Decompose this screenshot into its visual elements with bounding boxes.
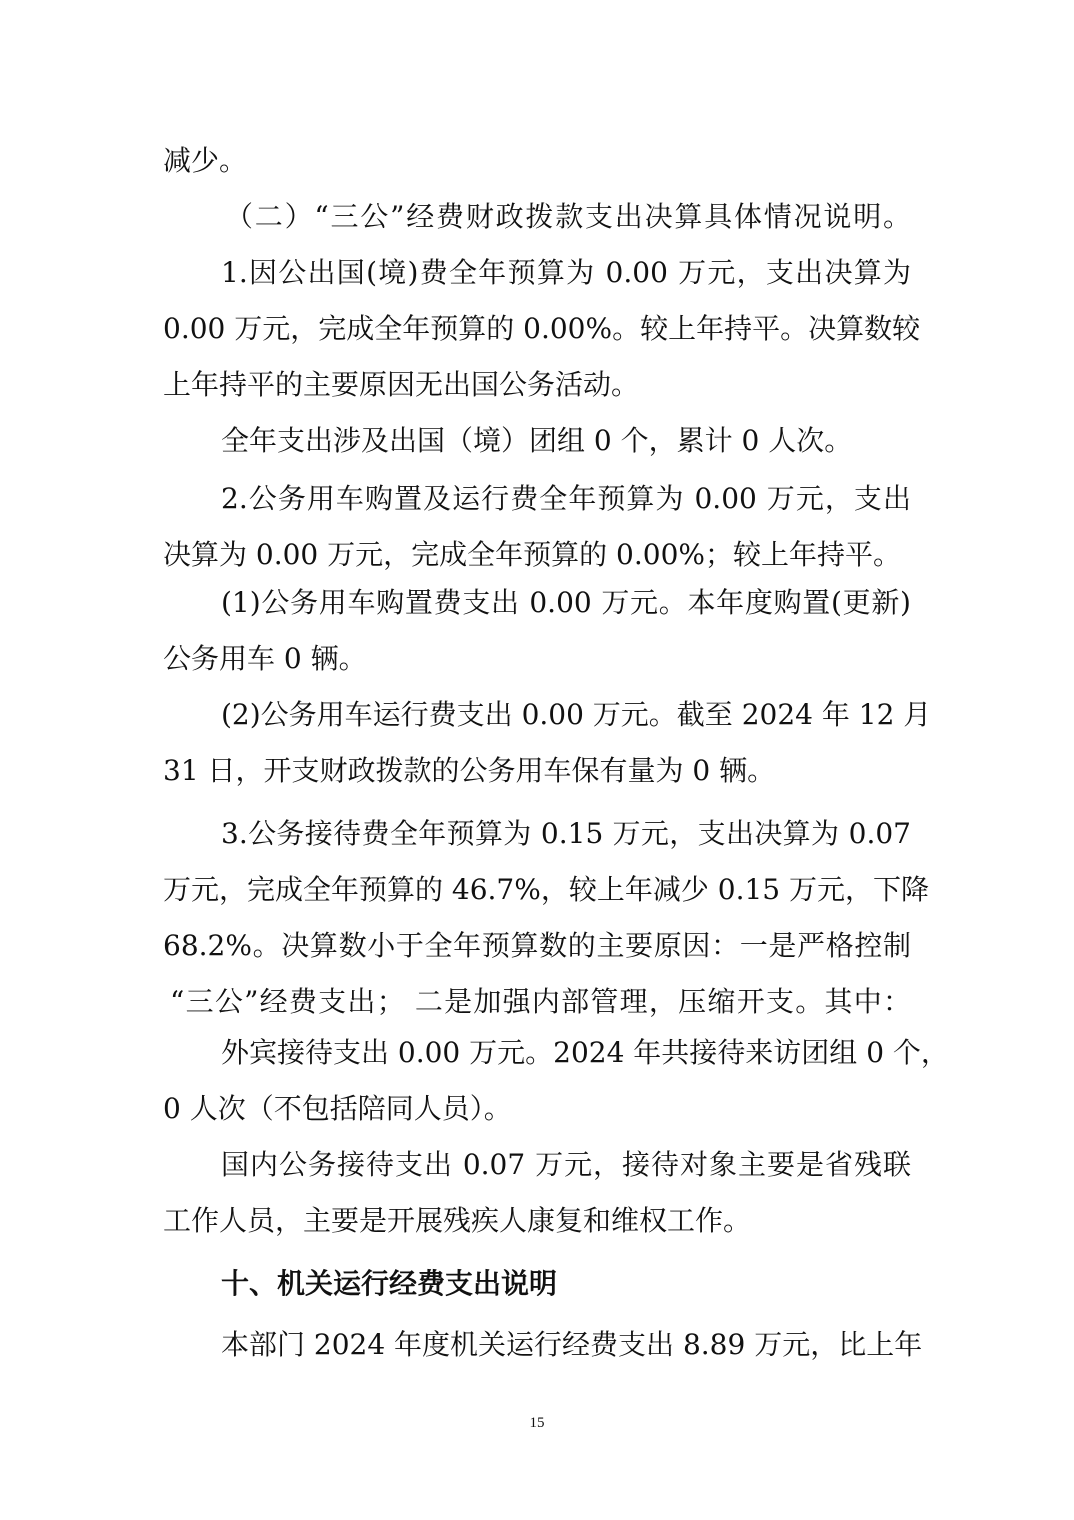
text-line: 减少。 bbox=[163, 144, 248, 177]
text-line: 31 日，开支财政拨款的公务用车保有量为 0 辆。 bbox=[163, 754, 776, 787]
text-line: 2.公务用车购置及运行费全年预算为 0.00 万元，支出 bbox=[221, 482, 911, 515]
text-line: 全年支出涉及出国（境）团组 0 个，累计 0 人次。 bbox=[221, 424, 853, 457]
page-number: 15 bbox=[529, 1415, 545, 1431]
text-line: 上年持平的主要原因无出国公务活动。 bbox=[163, 368, 640, 401]
text-line: 68.2%。决算数小于全年预算数的主要原因：一是严格控制 bbox=[163, 929, 911, 962]
text-line: 工作人员，主要是开展残疾人康复和维权工作。 bbox=[163, 1204, 752, 1237]
text-line: 公务用车 0 辆。 bbox=[163, 642, 367, 675]
text-line: 本部门 2024 年度机关运行经费支出 8.89 万元，比上年 bbox=[221, 1328, 923, 1361]
text-line: 决算为 0.00 万元，完成全年预算的 0.00%；较上年持平。 bbox=[163, 538, 901, 571]
section-subtitle: （二）“三公”经费财政拨款支出决算具体情况说明。 bbox=[225, 200, 911, 233]
text-line: 3.公务接待费全年预算为 0.15 万元，支出决算为 0.07 bbox=[221, 817, 911, 850]
text-line: 万元，完成全年预算的 46.7%，较上年减少 0.15 万元，下降 bbox=[163, 873, 929, 906]
text-line: (2)公务用车运行费支出 0.00 万元。截至 2024 年 12 月 bbox=[221, 698, 932, 731]
text-line: 0.00 万元，完成全年预算的 0.00%。较上年持平。决算数较 bbox=[163, 312, 921, 345]
section-heading: 十、机关运行经费支出说明 bbox=[221, 1267, 558, 1300]
text-line: 国内公务接待支出 0.07 万元，接待对象主要是省残联 bbox=[221, 1148, 911, 1181]
text-line: “三公”经费支出； 二是加强内部管理，压缩开支。其中： bbox=[170, 985, 911, 1018]
text-line: 0 人次（不包括陪同人员）。 bbox=[163, 1092, 512, 1125]
text-line: (1)公务用车购置费支出 0.00 万元。本年度购置(更新) bbox=[221, 586, 911, 619]
text-line: 1.因公出国(境)费全年预算为 0.00 万元，支出决算为 bbox=[221, 256, 911, 289]
text-line: 外宾接待支出 0.00 万元。2024 年共接待来访团组 0 个， bbox=[221, 1036, 949, 1069]
